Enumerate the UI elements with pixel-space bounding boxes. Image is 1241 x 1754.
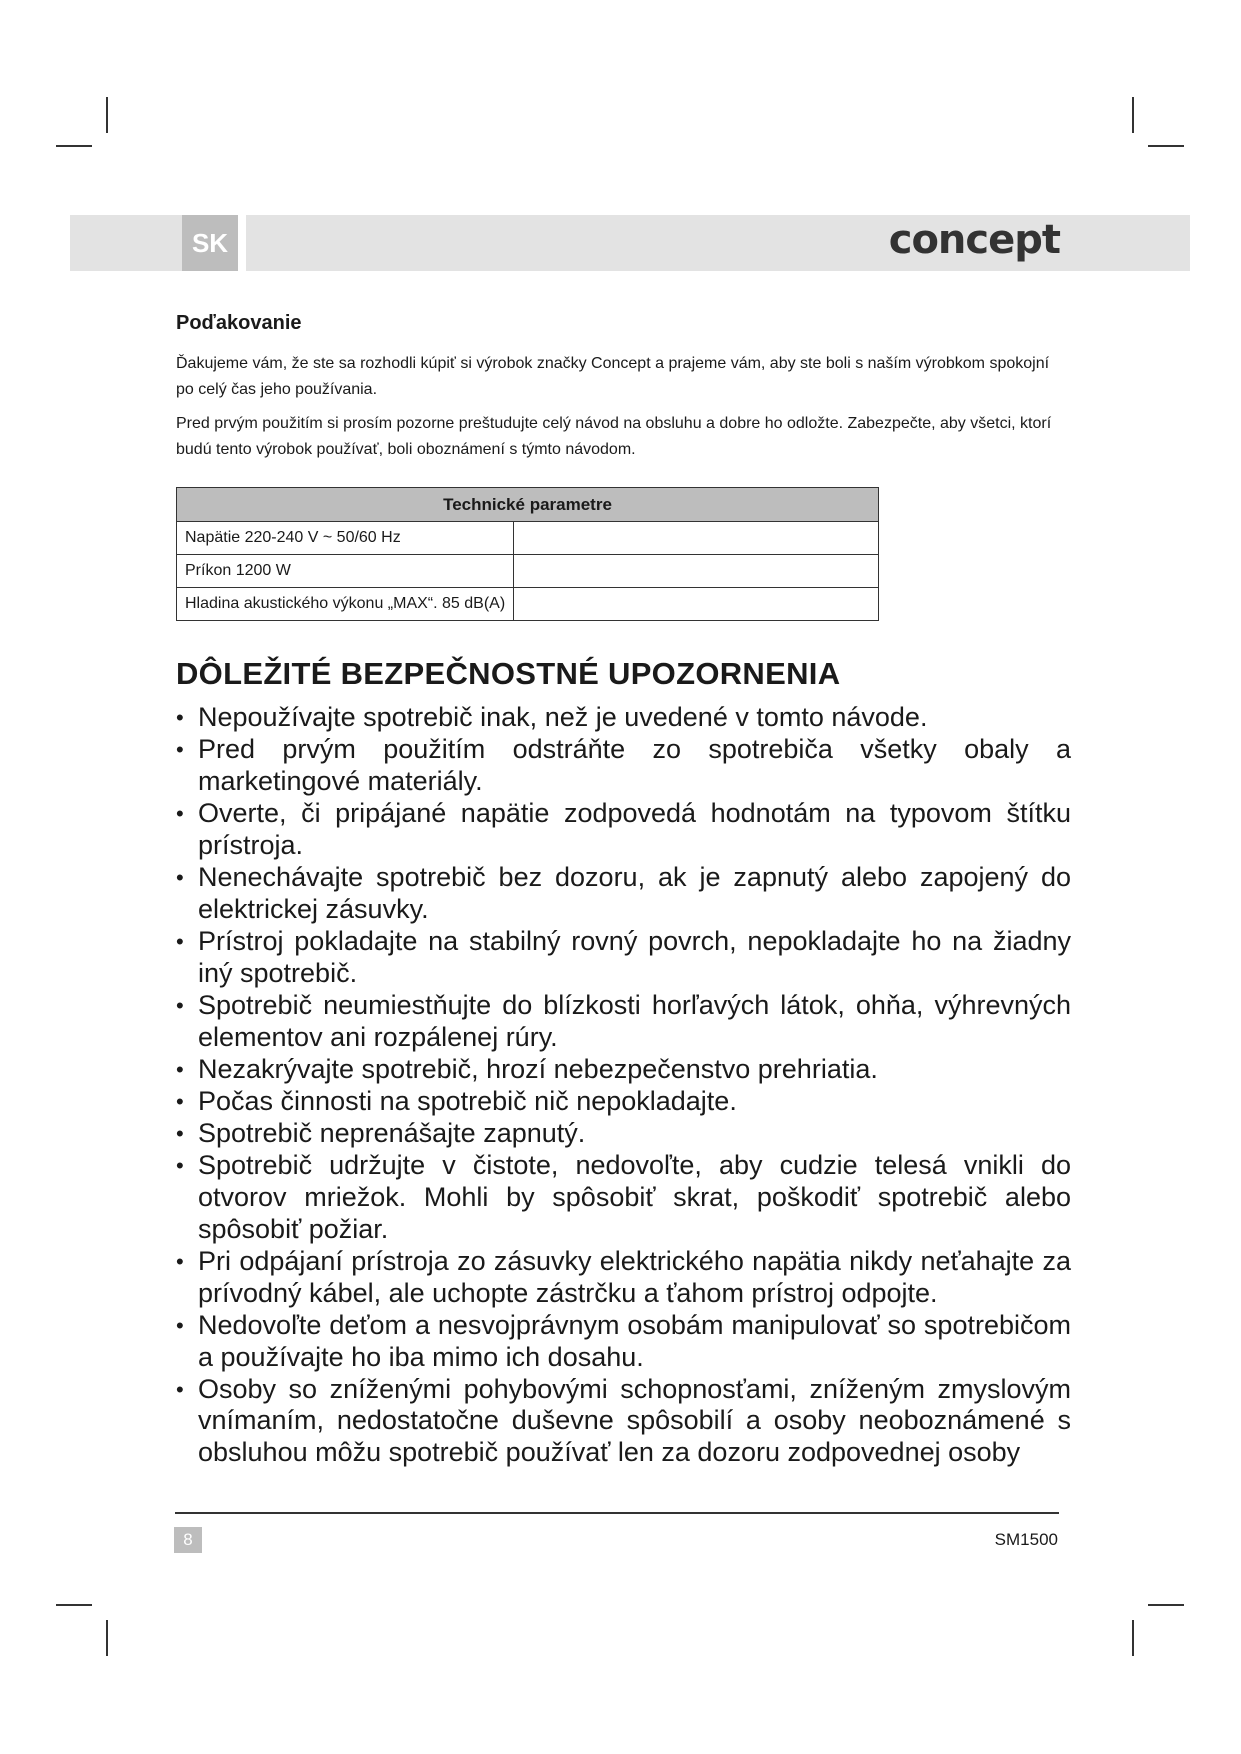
table-cell: Hladina akustického výkonu „MAX“. 85 dB(A) [177,588,514,621]
safety-title: DÔLEŽITÉ BEZPEČNOSTNÉ UPOZORNENIA [176,656,841,691]
language-badge: SK [182,215,238,271]
list-item: • Overte, či pripájané napätie zodpovedá hodnotám na typovom štítku prístroja. [176,798,1071,861]
safety-list [176,702,1071,1469]
list-item: • Spotrebič neumiestňujte do blízkosti horľavých látok, ohňa, výhrevných elementov ani rozpálenej rúry. [176,990,1071,1053]
table-row [177,522,879,555]
header-separator [238,215,246,271]
list-item: • Počas činnosti na spotrebič nič nepokladajte. [176,1086,1071,1118]
crop-mark [1148,145,1184,147]
table-cell: Príkon 1200 W [177,555,514,588]
intro-paragraph: Pred prvým použitím si prosím pozorne preštudujte celý návod na obsluhu a dobre ho odložte. Zabezpečte, aby všetci, ktorí budú tento výrobok používať, boli oboznámení s týmto návodom. [176,415,1052,458]
list-item: • Nedovoľte deťom a nesvojprávnym osobám manipulovať so spotrebičom a používajte ho iba mimo ich dosahu. [176,1310,1071,1373]
crop-mark [1132,97,1134,133]
table-row [177,555,879,588]
crop-mark [1148,1604,1184,1606]
table-row [177,588,879,621]
crop-mark [56,145,92,147]
crop-mark [56,1604,92,1606]
crop-mark [106,97,108,133]
intro-section [176,312,1056,471]
crop-mark [1132,1620,1134,1656]
table-cell-empty [514,555,879,588]
list-item: • Spotrebič udržujte v čistote, nedovoľte, aby cudzie telesá vnikli do otvorov mriežok. Mohli by spôsobiť skrat, poškodiť spotrebič alebo spôsobiť požiar. [176,1150,1071,1245]
intro-title: Poďakovanie [176,312,302,334]
page-number: 8 [174,1527,202,1553]
crop-mark [106,1620,108,1656]
list-item: • Nezakrývajte spotrebič, hrozí nebezpečenstvo prehriatia. [176,1054,1071,1086]
list-item: • Spotrebič neprenášajte zapnutý. [176,1118,1071,1150]
model-number: SM1500 [994,1530,1058,1549]
list-item: • Osoby so zníženými pohybovými schopnosťami, zníženým zmyslovým vnímaním, nedostatočne duševne spôsobilí a osoby neoboznámené s obsluhou môžu spotrebič používať len za dozoru zodpovednej osoby [176,1374,1071,1469]
tech-params-table [176,487,879,621]
table-cell-empty [514,522,879,555]
table-cell-empty [514,588,879,621]
intro-paragraph: Ďakujeme vám, že ste sa rozhodli kúpiť si výrobok značky Concept a prajeme vám, aby ste boli s naším výrobkom spokojní po celý čas jeho používania. [176,355,1050,398]
list-item: • Pred prvým použitím odstráňte zo spotrebiča všetky obaly a marketingové materiály. [176,734,1071,797]
tech-params-title: Technické parametre [177,488,879,522]
list-item: • Prístroj pokladajte na stabilný rovný povrch, nepokladajte ho na žiadny iný spotrebič. [176,926,1071,989]
brand-logo: concept [888,217,1060,263]
footer-divider [175,1512,1059,1514]
table-cell: Napätie 220-240 V ~ 50/60 Hz [177,522,514,555]
table-header-row [177,488,879,522]
list-item: • Nepoužívajte spotrebič inak, než je uvedené v tomto návode. [176,702,1071,734]
list-item: • Nenechávajte spotrebič bez dozoru, ak je zapnutý alebo zapojený do elektrickej zásuvky. [176,862,1071,925]
list-item: • Pri odpájaní prístroja zo zásuvky elektrického napätia nikdy neťahajte za prívodný kábel, ale uchopte zástrčku a ťahom prístroj odpojte. [176,1246,1071,1309]
